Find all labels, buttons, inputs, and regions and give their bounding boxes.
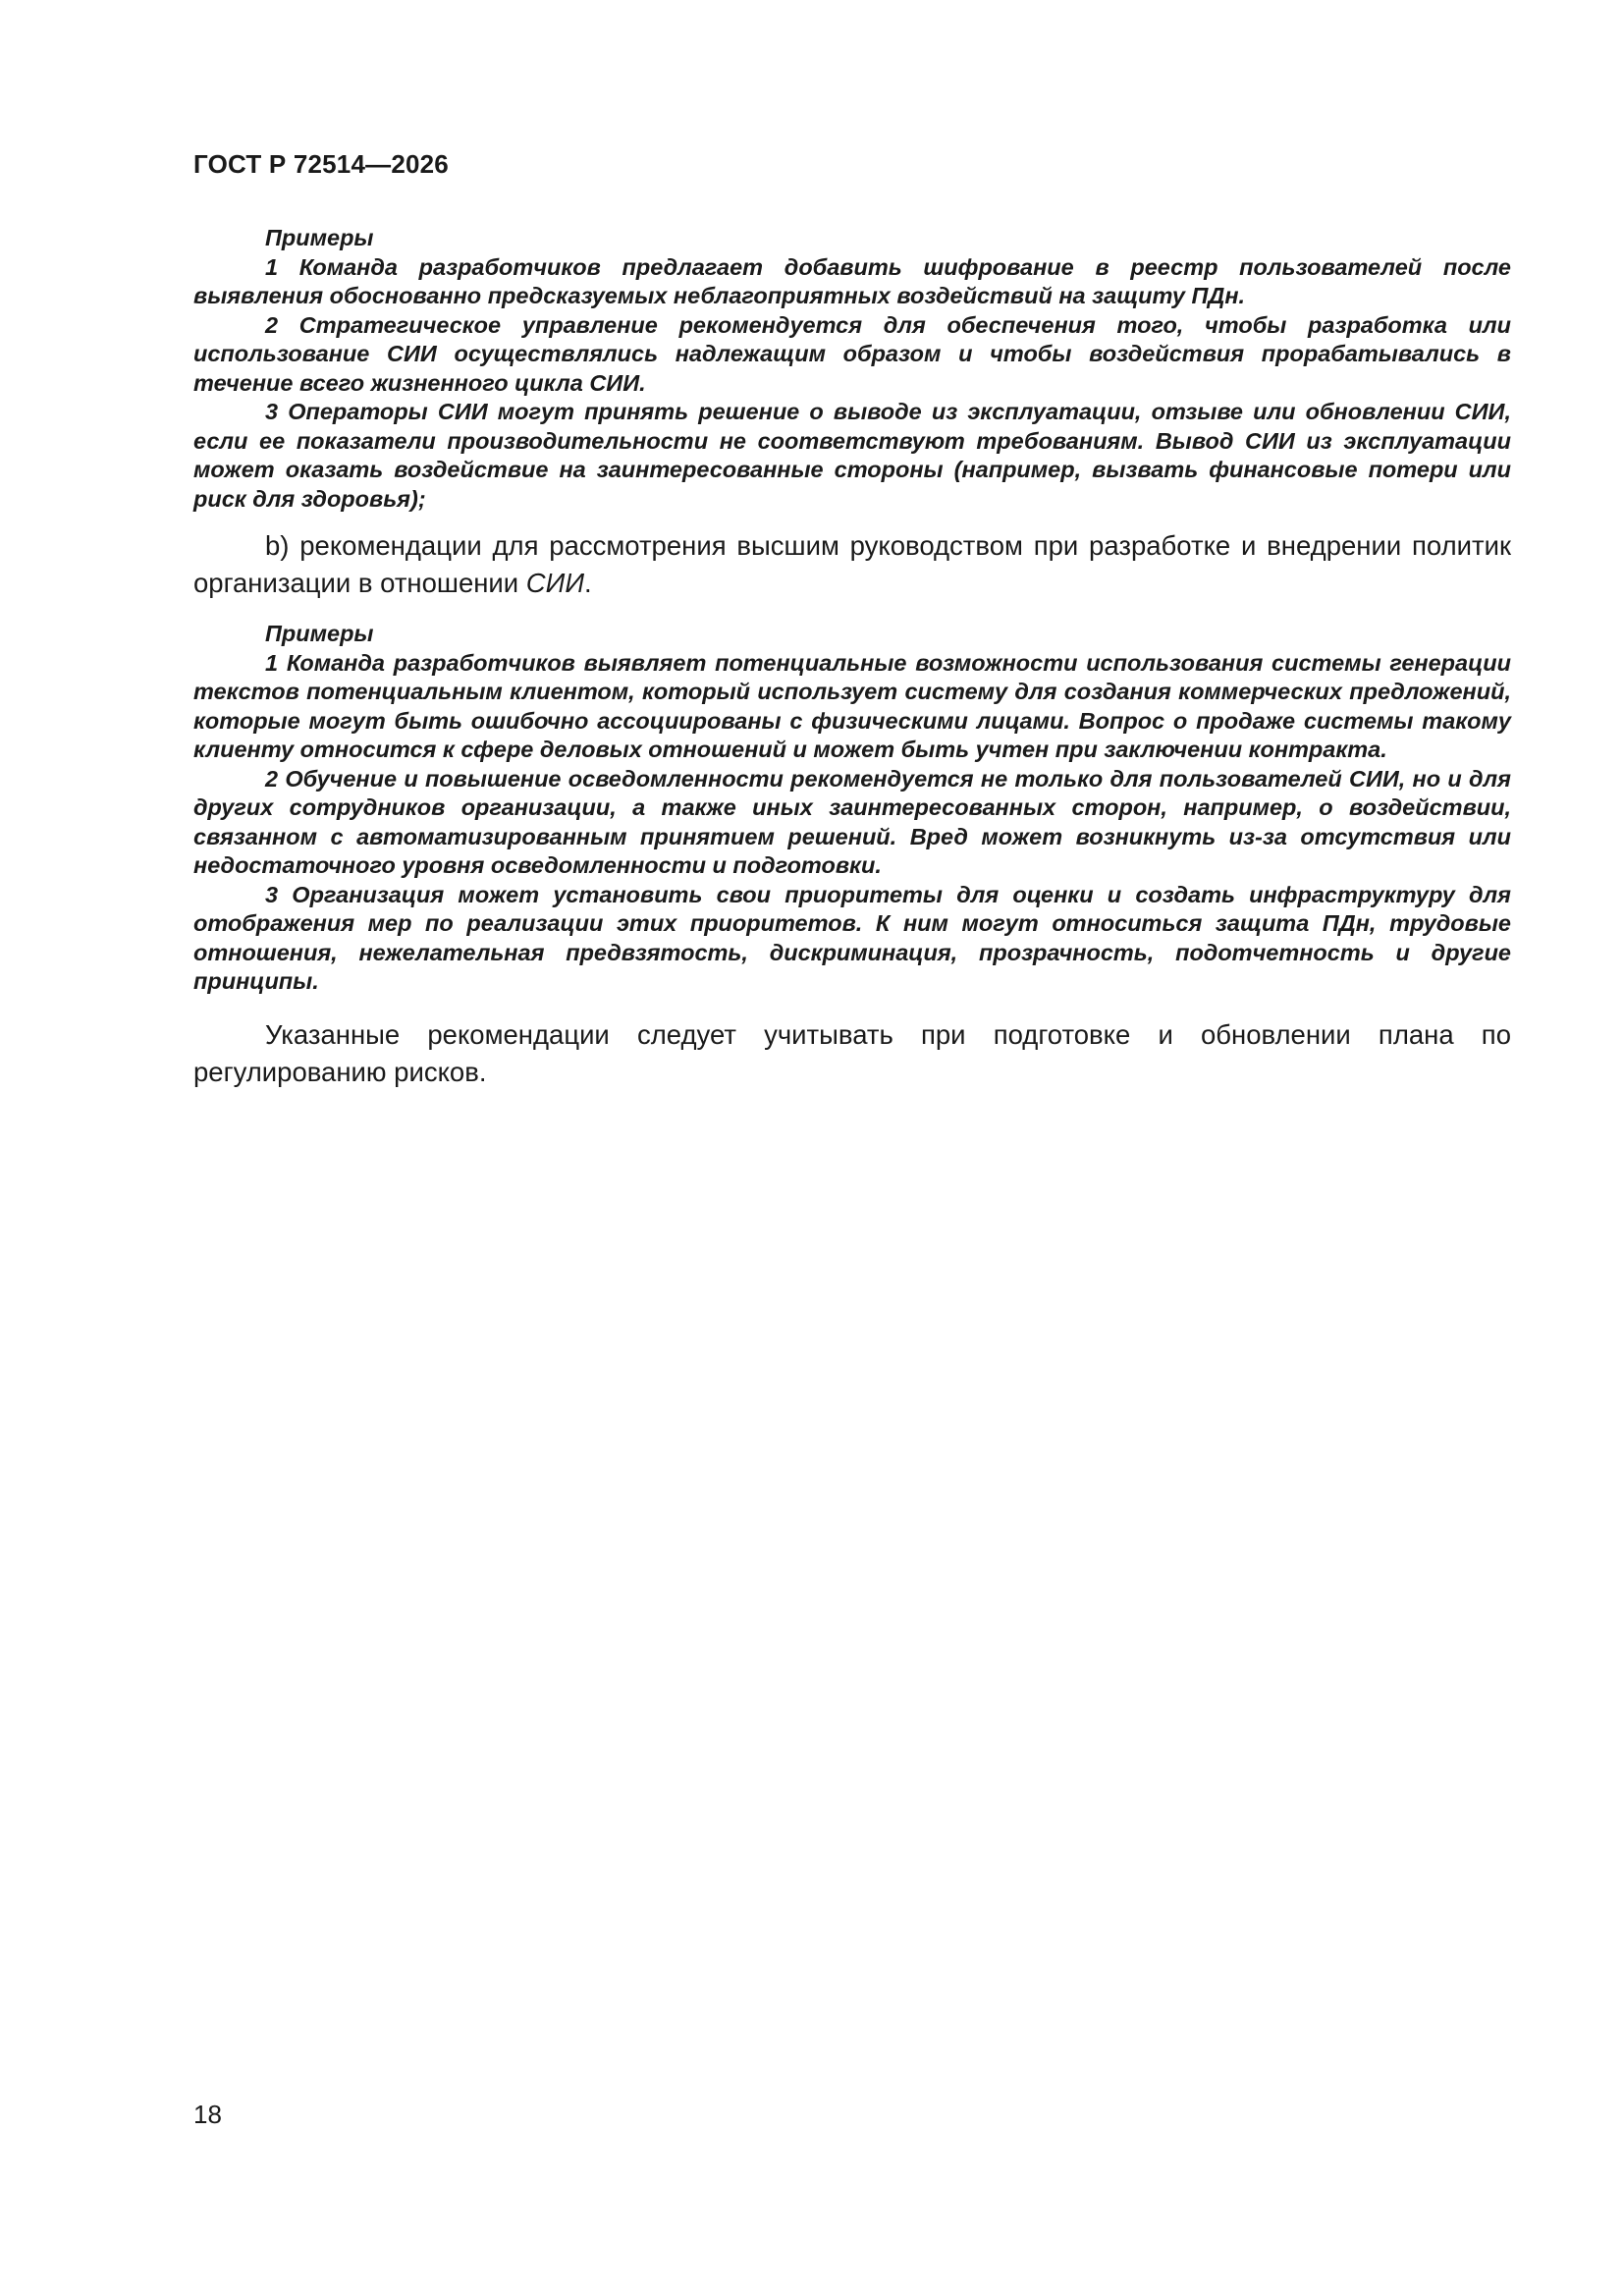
examples-title: Примеры (265, 225, 374, 250)
list-item-b (193, 527, 1511, 602)
closing-paragraph: Указанные рекомендации следует учитывать при подготовке и обновлении плана по регулированию рисков. (193, 1018, 1511, 1087)
example-item: 1 Команда разработчиков предлагает добавить шифрование в реестр пользователей после выявления обоснованно предсказуемых неблагоприятных воздействий на защиту ПДн. (193, 253, 1511, 308)
page-content (193, 224, 1511, 1091)
example-item: 3 Операторы СИИ могут принять решение о выводе из эксплуатации, отзыве или обновлении СИИ, если ее показатели производительности не соответствуют требованиям. Вывод СИИ из эксплуатации может оказать воздействие на заинтересованные стороны (например, вызвать финансовые потери или риск для здоровья); (193, 399, 1511, 512)
example-item: 2 Обучение и повышение осведомленности рекомендуется не только для пользователей СИИ, но и для других сотрудников организации, а также иных заинтересованных сторон, например, о воздействии, связанном с автоматизированным принятием решений. Вред может возникнуть из-за отсутствия или недостаточного уровня осведомленности и подготовки. (193, 765, 1511, 878)
examples-block-1 (193, 224, 1511, 514)
example-item: 3 Организация может установить свои приоритеты для оценки и создать инфраструктуру для отображения мер по реализации этих приоритетов. К ним могут относиться защита ПДн, трудовые отношения, нежелательная предвзятость, дискриминация, прозрачность, подотчетность и другие принципы. (193, 881, 1511, 994)
document-header: ГОСТ Р 72514—2026 (193, 149, 449, 179)
page-number: 18 (193, 2100, 222, 2129)
examples-title: Примеры (265, 621, 374, 646)
list-item-b-text: b) рекомендации для рассмотрения высшим руководством при разработке и внедрении политик организации в отношении (193, 530, 1511, 598)
list-item-b-end: . (584, 568, 592, 598)
list-item-b-term: СИИ (525, 568, 584, 598)
example-item: 2 Стратегическое управление рекомендуется для обеспечения того, чтобы разработка или использование СИИ осуществлялись надлежащим образом и чтобы воздействия прорабатывались в течение всего жизненного цикла СИИ. (193, 311, 1511, 396)
example-item: 1 Команда разработчиков выявляет потенциальные возможности использования системы генерации текстов потенциальным клиентом, который использует систему для создания коммерческих предложений, которые могут быть ошибочно ассоциированы с физическими лицами. Вопрос о продаже системы такому клиенту относится к сфере деловых отношений и может быть учтен при заключении контракта. (193, 649, 1511, 762)
examples-block-2 (193, 620, 1511, 997)
